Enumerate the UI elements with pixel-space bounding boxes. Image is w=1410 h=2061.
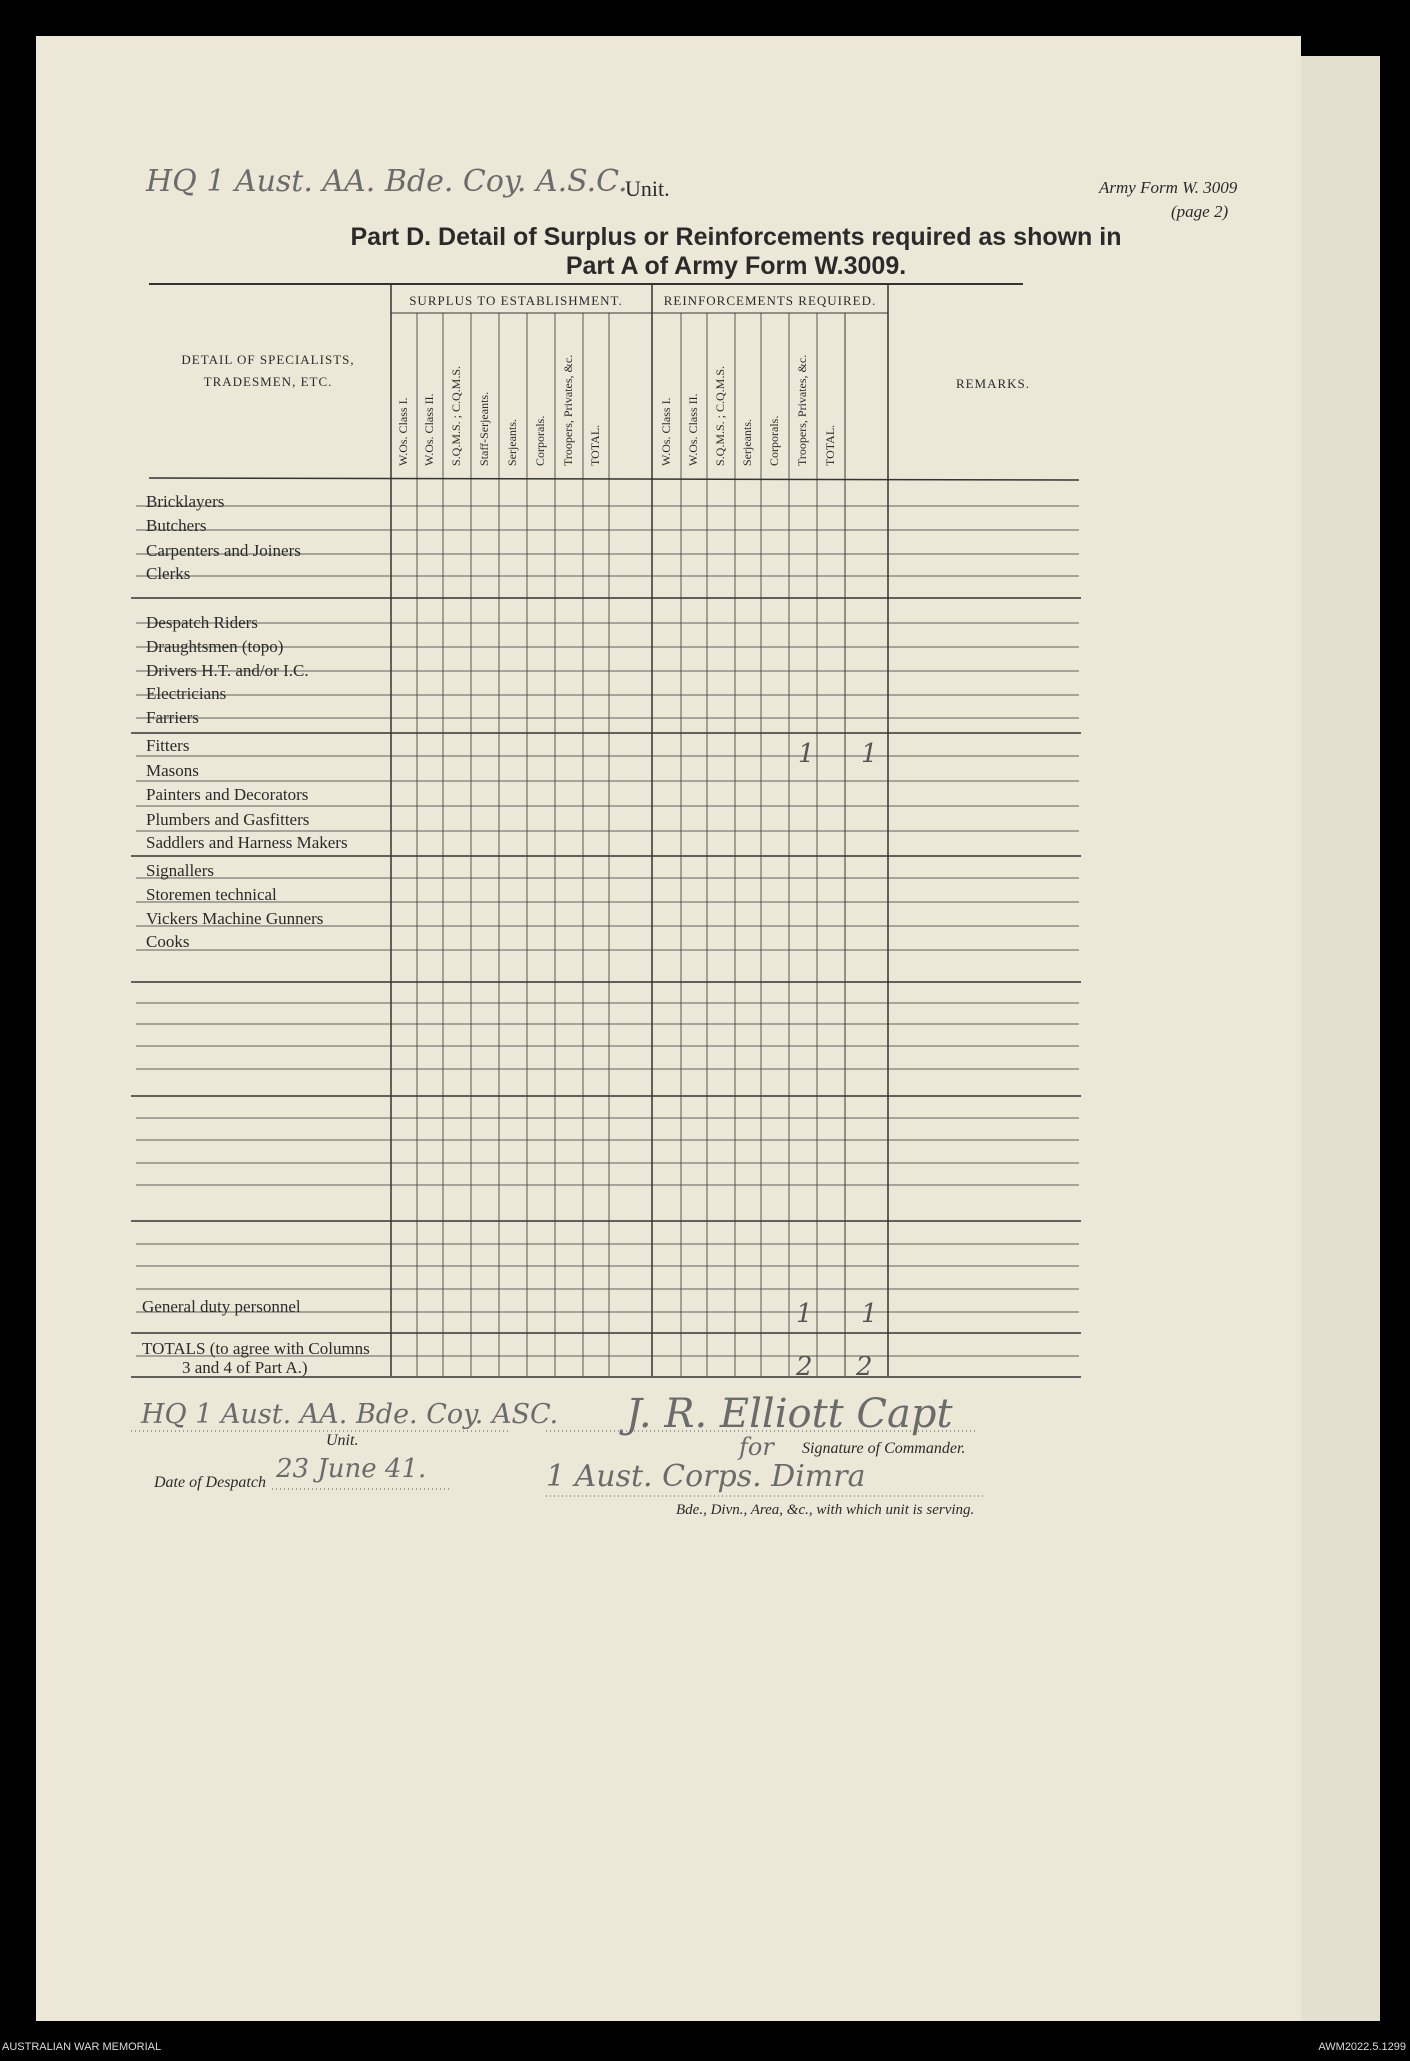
- unit-label: Unit.: [625, 176, 670, 201]
- archive-id: AWM2022.5.1299: [1318, 2041, 1406, 2053]
- surplus-col-header: W.Os. Class II.: [422, 393, 436, 466]
- commander-signature: J. R. Elliott Capt: [626, 1391, 953, 1437]
- reinf-col-header: Corporals.: [767, 415, 781, 466]
- reinf-col-header: S.Q.M.S. ; C.Q.M.S.: [713, 365, 727, 466]
- reinf-col-header: W.Os. Class II.: [686, 393, 700, 466]
- surplus-header: SURPLUS TO ESTABLISHMENT.: [409, 293, 623, 308]
- row-label: Carpenters and Joiners: [146, 541, 301, 560]
- surplus-col-header: Serjeants.: [505, 419, 519, 466]
- form-subtitle: Part A of Army Form W.3009.: [565, 252, 907, 280]
- fitters-troopers-value: 1: [798, 739, 815, 769]
- row-label: Draughtsmen (topo): [146, 637, 284, 656]
- row-label: Signallers: [146, 861, 214, 880]
- archive-bar: [0, 2025, 1410, 2061]
- row-label: Plumbers and Gasfitters: [146, 810, 310, 829]
- surplus-col-header: Staff-Serjeants.: [477, 391, 491, 466]
- row-label: Painters and Decorators: [146, 785, 309, 804]
- general-total-value: 1: [861, 1299, 878, 1329]
- general-troopers-value: 1: [796, 1299, 813, 1329]
- date-label: Date of Despatch: [154, 1474, 266, 1491]
- bde-handwritten: 1 Aust. Corps. Dimra: [546, 1459, 866, 1494]
- detail-header: DETAIL OF SPECIALISTS,: [181, 352, 355, 367]
- form-title: Part D. Detail of Surplus or Reinforcements required as shown in: [350, 223, 1122, 251]
- bde-label: Bde., Divn., Area, &c., with which unit is serving.: [676, 1502, 975, 1518]
- row-label: Vickers Machine Gunners: [146, 909, 324, 928]
- footer-unit-line: [131, 1429, 511, 1433]
- row-label: Despatch Riders: [146, 613, 258, 632]
- fitters-total-value: 1: [861, 739, 878, 769]
- row-label: Fitters: [146, 736, 190, 755]
- totals-total-value: 2: [856, 1352, 873, 1382]
- totals-label-2: 3 and 4 of Part A.): [182, 1358, 308, 1377]
- row-label: Farriers: [146, 708, 199, 727]
- date-value: 23 June 41.: [276, 1454, 427, 1484]
- reinf-col-header: W.Os. Class I.: [659, 397, 673, 466]
- surplus-col-header: S.Q.M.S. ; C.Q.M.S.: [449, 365, 463, 466]
- form-id: Army Form W. 3009: [1099, 178, 1238, 197]
- row-label: Electricians: [146, 684, 227, 703]
- totals-label: TOTALS (to agree with Columns: [142, 1339, 370, 1358]
- reinf-col-header: TOTAL.: [823, 424, 837, 466]
- footer-unit-label: Unit.: [326, 1432, 359, 1449]
- reinf-col-header: Serjeants.: [740, 419, 754, 466]
- unit-handwritten: HQ 1 Aust. AA. Bde. Coy. A.S.C.: [146, 164, 628, 199]
- remarks-header: REMARKS.: [955, 376, 1031, 391]
- reinforcements-header: REINFORCEMENTS REQUIRED.: [663, 293, 877, 308]
- reinf-col-header: Troopers, Privates, &c.: [795, 354, 809, 466]
- surplus-col-header: Corporals.: [533, 415, 547, 466]
- row-label: Bricklayers: [146, 492, 225, 511]
- surplus-col-header: W.Os. Class I.: [396, 397, 410, 466]
- row-label: Butchers: [146, 516, 207, 535]
- for-text: for: [739, 1433, 774, 1461]
- row-label: Saddlers and Harness Makers: [146, 833, 348, 852]
- row-label: Storemen technical: [146, 885, 277, 904]
- surplus-col-header: Troopers, Privates, &c.: [561, 354, 575, 466]
- table-grid: [36, 36, 1380, 2021]
- row-label: Clerks: [146, 564, 191, 583]
- date-line: [272, 1487, 452, 1491]
- form-page: [36, 36, 1380, 2021]
- row-label: Masons: [146, 761, 199, 780]
- row-label: Cooks: [146, 932, 190, 951]
- archive-credit: AUSTRALIAN WAR MEMORIAL: [2, 2041, 162, 2053]
- page-number: (page 2): [1171, 202, 1229, 221]
- surplus-col-header: TOTAL.: [588, 424, 602, 466]
- footer-unit-handwritten: HQ 1 Aust. AA. Bde. Coy. ASC.: [141, 1399, 559, 1430]
- totals-troopers-value: 2: [796, 1352, 813, 1382]
- signature-label: Signature of Commander.: [802, 1440, 966, 1457]
- general-duty-label: General duty personnel: [142, 1297, 301, 1316]
- row-label: Drivers H.T. and/or I.C.: [146, 661, 309, 680]
- detail-header-2: TRADESMEN, ETC.: [203, 374, 333, 389]
- bde-line: [546, 1494, 986, 1498]
